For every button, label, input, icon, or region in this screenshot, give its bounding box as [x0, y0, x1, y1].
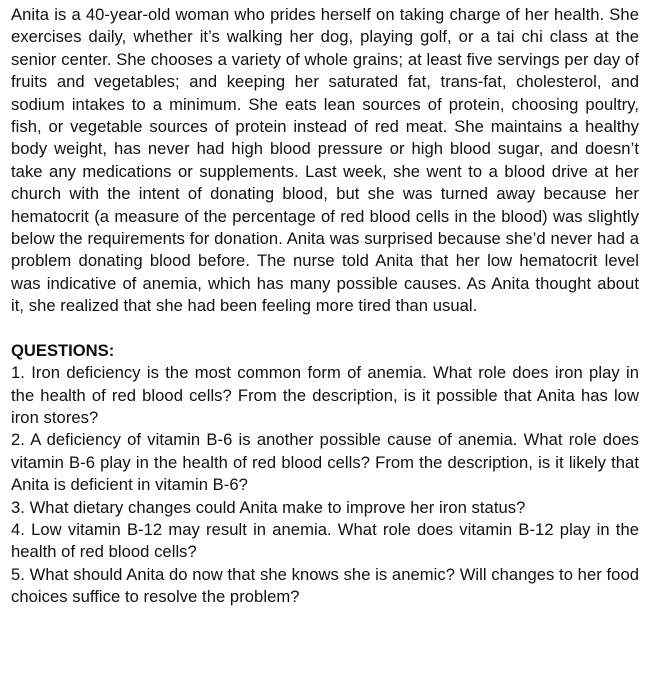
question-item: 5. What should Anita do now that she knows she is anemic? Will changes to her food choices suffice to resolve the problem? [11, 564, 639, 607]
question-item: 2. A deficiency of vitamin B-6 is another possible cause of anemia. What role does vitamin B-6 play in the health of red blood cells? From the description, is it likely that Anita is deficient in vitamin B-6? [11, 430, 639, 495]
question-item: 3. What dietary changes could Anita make to improve her iron status? [11, 497, 526, 517]
case-study-paragraph: Anita is a 40-year-old woman who prides herself on taking charge of her health. She exercises daily, whether it’s walking her dog, playing golf, or a tai chi class at the senior center. She chooses a variety of whole grains; at least five servings per day of fruits and vegetables; and keeping her saturated fat, trans-fat, cholesterol, and sodium intakes to a minimum. She eats lean sources of protein, choosing poultry, fish, or vegetable sources of protein instead of red meat. She maintains a healthy body weight, has never had high blood pressure or high blood sugar, and doesn’t take any medications or supplements. Last week, she went to a blood drive at her church with the intent of donating blood, but she was turned away because her hematocrit (a measure of the percentage of red blood cells in the blood) was slightly below the requirements for donation. Anita was surprised because she’d never had a problem donating blood before. The nurse told Anita that her low hematocrit level was indicative of anemia, which has many possible causes. As Anita thought about it, she realized that she had been feeling more tired than usual. [11, 5, 639, 316]
question-item: 1. Iron deficiency is the most common form of anemia. What role does iron play in the health of red blood cells? From the description, is it possible that Anita has low iron stores? [11, 363, 639, 427]
questions-heading: QUESTIONS: [11, 340, 115, 360]
questions-list [11, 362, 639, 608]
question-item: 4. Low vitamin B-12 may result in anemia. What role does vitamin B-12 play in the health of red blood cells? [11, 519, 639, 562]
